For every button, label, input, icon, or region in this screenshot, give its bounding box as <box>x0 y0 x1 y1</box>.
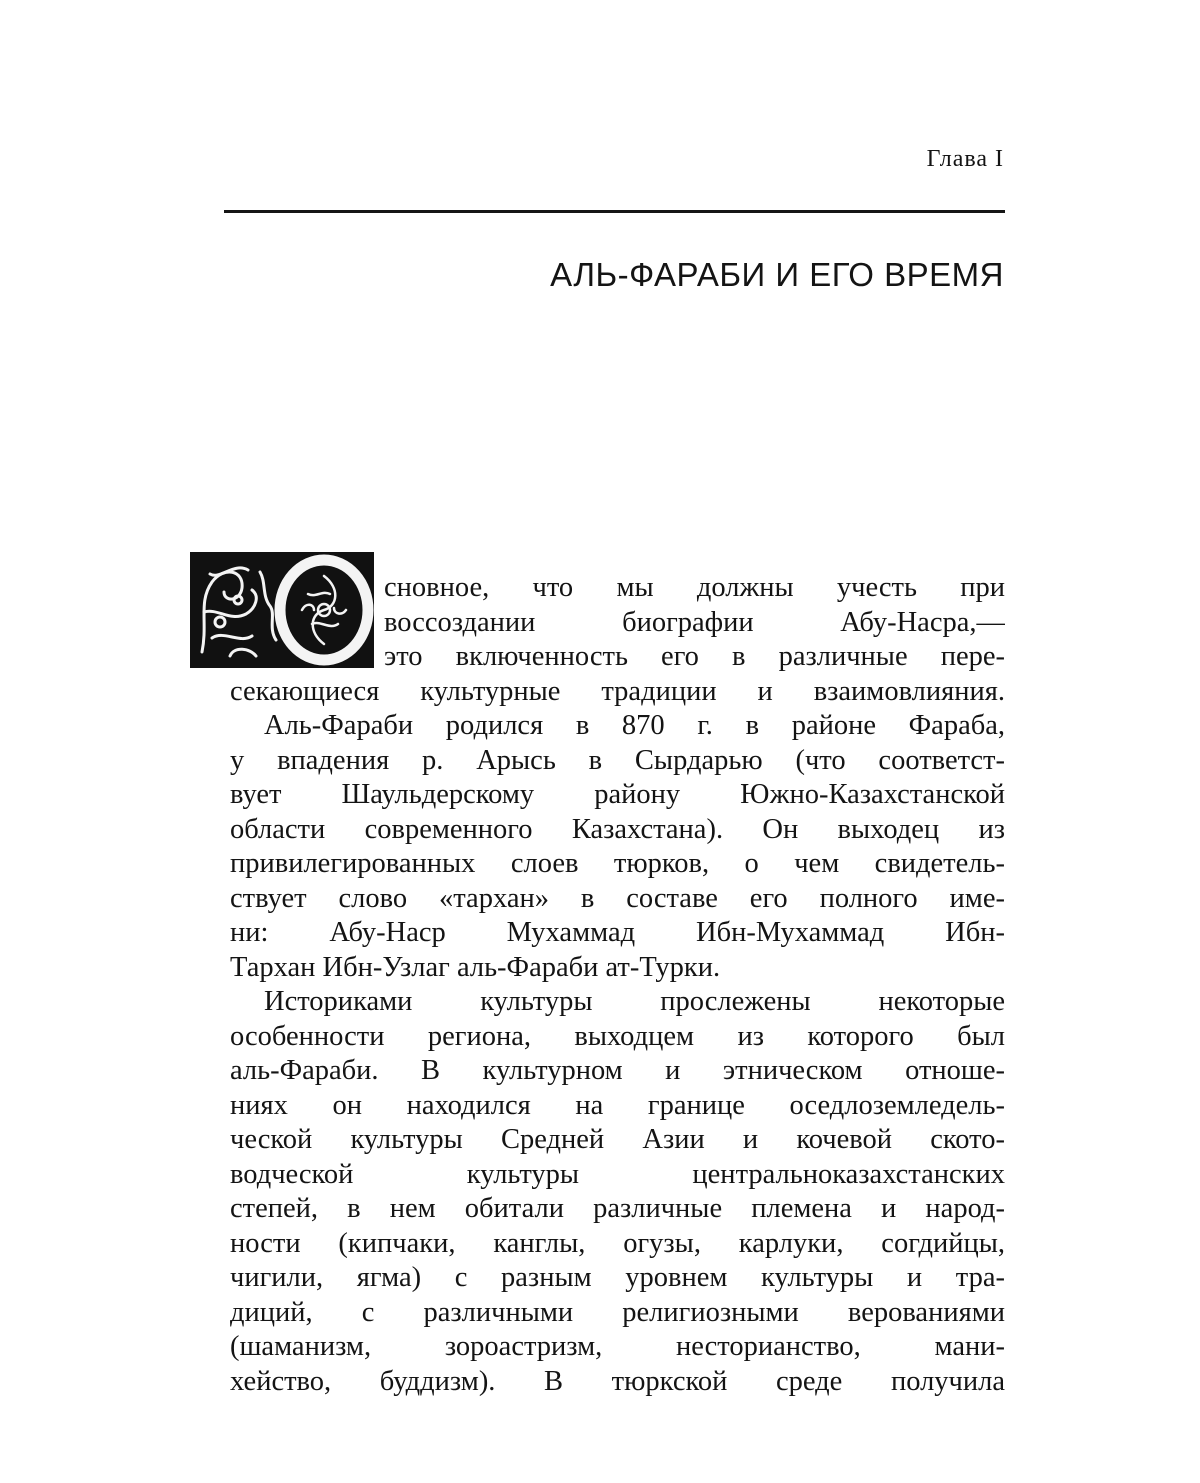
text-line: диций, с различными религиозными верованиями <box>230 1296 1005 1328</box>
text-line: степей, в нем обитали различные племена и народ- <box>230 1193 1005 1224</box>
text-line: воссоздании биографии Абу-Насра,— <box>384 606 1005 638</box>
text-line: вует Шаульдерскому району Южно-Казахстанской <box>230 779 1005 810</box>
text-line: Аль-Фараби родился в 870 г. в районе Фараба, <box>264 710 1005 741</box>
text-line: чигили, ягма) с разным уровнем культуры и тра- <box>230 1262 1005 1293</box>
chapter-label: Глава I <box>926 146 1004 172</box>
body-text <box>230 571 1005 1399</box>
text-line: особенности региона, выходцем из которого был <box>230 1020 1005 1052</box>
text-line: Историками культуры прослежены некоторые <box>264 986 1005 1017</box>
header-rule <box>224 210 1005 213</box>
text-line: ческой культуры Средней Азии и кочевой ското- <box>230 1124 1005 1155</box>
text-line: ствует слово «тархан» в составе его полного име- <box>230 882 1005 914</box>
chapter-title: АЛЬ-ФАРАБИ И ЕГО ВРЕМЯ <box>550 256 1004 293</box>
text-line: хейство, буддизм). В тюркской среде получила <box>230 1365 1005 1397</box>
text-line: ниях он находился на границе оседлоземледель- <box>230 1089 1005 1121</box>
text-line: (шаманизм, зороастризм, несторианство, мани- <box>230 1331 1005 1362</box>
text-line: области современного Казахстана). Он выходец из <box>230 813 1005 845</box>
text-line: ности (кипчаки, канглы, огузы, карлуки, согдийцы, <box>230 1227 1005 1259</box>
text-line: Тархан Ибн-Узлаг аль-Фараби ат-Турки. <box>230 951 721 983</box>
text-line: аль-Фараби. В культурном и этническом отноше- <box>230 1055 1005 1086</box>
text-line: привилегированных слоев тюрков, о чем свидетель- <box>230 848 1005 879</box>
text-line: сновное, что мы должны учесть при <box>384 572 1005 603</box>
text-line: ни: Абу-Наср Мухаммад Ибн-Мухаммад Ибн- <box>230 917 1005 948</box>
text-line: у впадения р. Арысь в Сырдарью (что соответст- <box>230 744 1005 776</box>
text-line: водческой культуры центральноказахстанских <box>230 1158 1005 1190</box>
text-line: секающиеся культурные традиции и взаимовлияния. <box>230 675 1005 707</box>
text-line: это включенность его в различные пере- <box>384 641 1005 672</box>
